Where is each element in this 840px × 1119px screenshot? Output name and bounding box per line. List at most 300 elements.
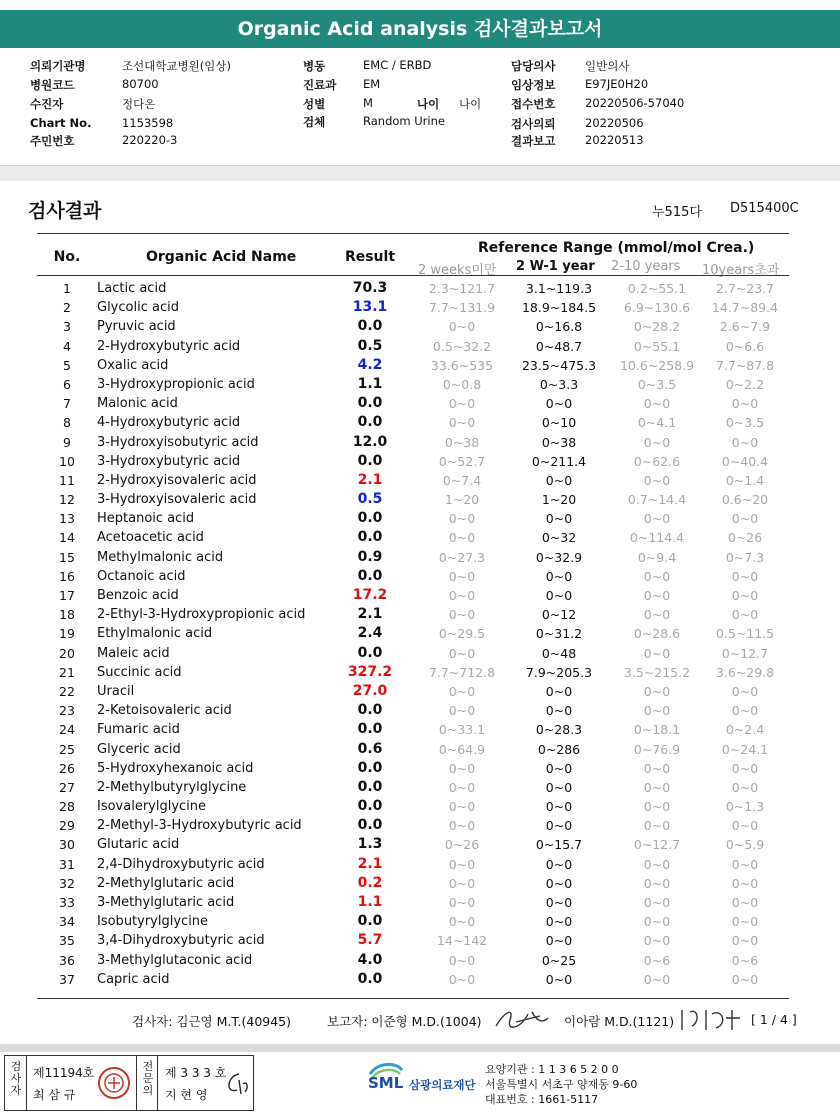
result-value: 0.6 — [357, 740, 383, 757]
info-value: EMC / ERBD — [363, 58, 432, 72]
ref-range-2-10y: 0~62.6 — [633, 453, 681, 469]
ref-range-over-10y: 0~24.1 — [721, 741, 769, 757]
row-number: 1 — [63, 281, 71, 296]
specialist-vertical-label: 전 문 의 — [142, 1060, 154, 1097]
acid-name: 4-Hydroxybutyric acid — [97, 415, 241, 431]
ref-range-under-2w: 0~0 — [448, 760, 476, 776]
col-header-result: Result — [344, 249, 396, 265]
table-row — [0, 663, 840, 682]
ref-range-2-10y: 0~114.4 — [629, 530, 685, 546]
acid-name: Uracil — [97, 683, 135, 699]
ref-range-under-2w: 0~29.5 — [438, 626, 486, 642]
ref-range-2-10y: 0.2~55.1 — [627, 281, 687, 296]
acid-name: 3-Hydroxypropionic acid — [97, 376, 255, 392]
row-number: 23 — [59, 703, 75, 719]
ref-range-under-2w: 0~0 — [448, 683, 476, 699]
ref-range-over-10y: 14.7~89.4 — [711, 300, 779, 316]
table-row — [0, 413, 840, 432]
ref-range-2w-1y: 0~10 — [541, 415, 577, 431]
acid-name: Ethylmalonic acid — [97, 626, 213, 642]
result-value: 2.1 — [357, 855, 383, 872]
table-row — [0, 816, 840, 835]
acid-name: 2-Methyl-3-Hydroxybutyric acid — [97, 818, 302, 834]
ref-range-over-10y: 0~1.4 — [725, 472, 765, 488]
ref-range-over-10y: 0~0 — [731, 607, 759, 623]
row-number: 9 — [63, 434, 71, 450]
table-row — [0, 317, 840, 336]
acid-name: Maleic acid — [97, 645, 170, 661]
ref-range-over-10y: 7.7~87.8 — [715, 357, 775, 373]
ref-range-over-10y: 0~0 — [731, 703, 759, 719]
ref-range-under-2w: 0~0 — [448, 856, 476, 872]
result-value: 0.0 — [357, 414, 383, 431]
ref-range-2-10y: 0~28.2 — [633, 319, 681, 335]
row-number: 5 — [63, 357, 71, 373]
ref-range-under-2w: 33.6~535 — [430, 357, 494, 373]
ref-range-over-10y: 0~0 — [731, 856, 759, 872]
row-number: 35 — [59, 933, 75, 949]
table-row — [0, 778, 840, 797]
table-header-rule — [37, 275, 789, 276]
result-value: 4.0 — [357, 951, 383, 968]
result-value: 0.0 — [357, 778, 383, 795]
results-table-body — [0, 279, 840, 989]
ref-range-2-10y: 3.5~215.2 — [623, 664, 691, 680]
ref-range-over-10y: 0~5.9 — [725, 837, 765, 853]
ref-range-under-2w: 0~0 — [448, 914, 476, 930]
acid-name: 2,4-Dihydroxybutyric acid — [97, 856, 265, 872]
tester-signature-text: 검사자: 김근영 M.T.(40945) — [132, 1014, 292, 1029]
col-header-ref-under-2w: 2 weeks미만 — [418, 263, 497, 278]
result-value: 1.3 — [357, 836, 383, 853]
ref-range-over-10y: 2.7~23.7 — [715, 281, 775, 296]
row-number: 6 — [63, 376, 71, 392]
report-title: Organic Acid analysis 검사결과보고서 — [0, 10, 840, 48]
ref-range-2-10y: 0~0 — [643, 779, 671, 795]
result-value: 5.7 — [357, 932, 383, 949]
row-number: 10 — [59, 453, 75, 469]
ref-range-2-10y: 0~0 — [643, 568, 671, 584]
result-value: 17.2 — [352, 587, 388, 603]
age-value: 나이 — [459, 97, 482, 111]
acid-name: 2-Hydroxybutyric acid — [97, 338, 241, 354]
acid-name: Isovalerylglycine — [97, 799, 207, 815]
ref-range-under-2w: 7.7~131.9 — [428, 300, 496, 316]
table-row — [0, 298, 840, 317]
row-number: 34 — [59, 914, 75, 930]
page-indicator: [ 1 / 4 ] — [751, 1012, 797, 1027]
ref-range-over-10y: 0~0 — [731, 760, 759, 776]
info-label: 주민번호 — [30, 134, 75, 148]
ref-range-2w-1y: 0~48 — [541, 645, 577, 661]
specialist-vertical-cell — [136, 1056, 158, 1110]
table-row — [0, 471, 840, 490]
ref-range-under-2w: 0~0 — [448, 703, 476, 719]
ref-range-2w-1y: 0~31.2 — [535, 626, 583, 642]
ref-range-2w-1y: 0~16.8 — [535, 319, 583, 335]
ref-range-2-10y: 0~0 — [643, 895, 671, 910]
ref-range-2w-1y: 0~32.9 — [535, 549, 583, 565]
table-row — [0, 528, 840, 547]
table-row — [0, 951, 840, 970]
ref-range-2w-1y: 0~0 — [545, 568, 573, 584]
table-row — [0, 452, 840, 471]
acid-name: 2-Hydroxyisovaleric acid — [97, 472, 257, 488]
specialist-signature-icon — [223, 1068, 251, 1098]
ref-range-under-2w: 2.3~121.7 — [428, 281, 496, 296]
acid-name: 2-Methylglutaric acid — [97, 875, 235, 891]
acid-name: 3-Hydroxybutyric acid — [97, 453, 241, 469]
ref-range-2-10y: 0~0 — [643, 607, 671, 623]
info-value: 20220506 — [585, 116, 644, 130]
table-row — [0, 931, 840, 950]
ref-range-over-10y: 0~0 — [731, 933, 759, 949]
row-number: 37 — [59, 971, 75, 987]
ref-range-2w-1y: 0~0 — [545, 933, 573, 949]
ref-range-2w-1y: 0~211.4 — [531, 453, 587, 469]
row-number: 16 — [59, 568, 75, 584]
ref-range-2w-1y: 0~0 — [545, 895, 573, 910]
ref-range-2-10y: 0~0 — [643, 396, 671, 412]
seal-icon — [97, 1066, 131, 1100]
ref-range-under-2w: 0~0 — [448, 396, 476, 412]
ref-range-2-10y: 0~0 — [643, 434, 671, 450]
result-value: 0.0 — [357, 318, 383, 335]
result-value: 0.0 — [357, 529, 383, 546]
result-value: 0.0 — [357, 798, 383, 815]
result-value: 0.5 — [357, 491, 383, 508]
ref-range-over-10y: 0~0 — [731, 683, 759, 699]
ref-range-2w-1y: 0~286 — [537, 741, 581, 757]
ref-range-2-10y: 0~18.1 — [633, 722, 681, 738]
reporter-signature-icon — [492, 1004, 552, 1034]
ref-range-2w-1y: 0~48.7 — [535, 338, 583, 354]
ref-range-2-10y: 0~0 — [643, 760, 671, 776]
table-row — [0, 567, 840, 586]
acid-name: Acetoacetic acid — [97, 530, 204, 546]
org-info — [485, 1062, 637, 1107]
specialist-name: 지 현 영 — [165, 1088, 208, 1102]
acid-name: Isobutyrylglycine — [97, 914, 209, 930]
ref-range-2w-1y: 0~0 — [545, 799, 573, 815]
ref-range-2-10y: 10.6~258.9 — [619, 357, 695, 373]
ref-range-2w-1y: 0~0 — [545, 588, 573, 603]
ref-range-over-10y: 3.6~29.8 — [715, 664, 775, 680]
ref-range-under-2w: 0~0 — [448, 607, 476, 623]
ref-range-over-10y: 0~12.7 — [721, 645, 769, 661]
ref-range-under-2w: 0~0 — [448, 799, 476, 815]
row-number: 7 — [63, 396, 71, 412]
row-number: 28 — [59, 799, 75, 815]
result-value: 70.3 — [352, 280, 388, 296]
ref-range-over-10y: 0~0 — [731, 895, 759, 910]
ref-range-2w-1y: 0~0 — [545, 914, 573, 930]
ref-range-2-10y: 0~0 — [643, 914, 671, 930]
ref-range-2w-1y: 0~0 — [545, 511, 573, 527]
result-value: 0.0 — [357, 817, 383, 834]
ref-range-2w-1y: 0~32 — [541, 530, 577, 546]
result-value: 0.0 — [357, 721, 383, 738]
table-row — [0, 394, 840, 413]
certifier-box — [4, 1055, 254, 1111]
row-number: 17 — [59, 588, 75, 603]
ref-range-over-10y: 0~7.3 — [725, 549, 765, 565]
row-number: 26 — [59, 760, 75, 776]
ref-range-under-2w: 0~0 — [448, 895, 476, 910]
ref-range-2-10y: 0~28.6 — [633, 626, 681, 642]
footer-divider — [0, 1044, 840, 1052]
info-value: M — [363, 96, 373, 110]
org-code: 요양기관 : 1 1 3 6 5 2 0 0 — [485, 1063, 619, 1076]
acid-name: Heptanoic acid — [97, 511, 195, 527]
result-value: 0.9 — [357, 548, 383, 565]
result-value: 0.0 — [357, 702, 383, 719]
info-value: 정다온 — [122, 97, 156, 111]
acid-name: 3,4-Dihydroxybutyric acid — [97, 933, 265, 949]
result-value: 0.2 — [357, 874, 383, 891]
ref-range-2-10y: 0~0 — [643, 856, 671, 872]
ref-range-under-2w: 0~0 — [448, 971, 476, 987]
ref-range-over-10y: 0~1.3 — [725, 799, 765, 815]
result-value: 0.0 — [357, 644, 383, 661]
row-number: 3 — [63, 319, 71, 335]
table-row — [0, 624, 840, 643]
info-label: 담당의사 — [511, 59, 556, 73]
info-value: 일반의사 — [585, 59, 630, 73]
row-number: 31 — [59, 856, 75, 872]
table-row — [0, 682, 840, 701]
ref-range-2-10y: 0~76.9 — [633, 741, 681, 757]
result-value: 327.2 — [347, 663, 393, 680]
ref-range-over-10y: 0.6~20 — [721, 492, 769, 508]
ref-range-2w-1y: 0~0 — [545, 779, 573, 795]
row-number: 36 — [59, 952, 75, 968]
foundation-name: 삼광의료재단 — [409, 1078, 476, 1092]
ref-range-2w-1y: 0~0 — [545, 472, 573, 488]
acid-name: Lactic acid — [97, 281, 167, 296]
ref-range-2-10y: 0~12.7 — [633, 837, 681, 853]
table-row — [0, 586, 840, 605]
ref-range-2w-1y: 23.5~475.3 — [521, 357, 597, 373]
info-value: EM — [363, 77, 381, 91]
result-value: 0.0 — [357, 452, 383, 469]
row-number: 15 — [59, 549, 75, 565]
ref-range-2-10y: 0.7~14.4 — [627, 492, 687, 508]
specialist-license-no: 제 3 3 3 호 — [165, 1066, 227, 1080]
result-value: 0.0 — [357, 970, 383, 987]
ref-range-2w-1y: 0~0 — [545, 760, 573, 776]
ref-range-under-2w: 0~0 — [448, 511, 476, 527]
table-row — [0, 797, 840, 816]
ref-range-under-2w: 0~27.3 — [438, 549, 486, 565]
col-header-reference: Reference Range (mmol/mol Crea.) — [478, 240, 755, 256]
ref-range-2-10y: 0~0 — [643, 683, 671, 699]
result-value: 0.0 — [357, 567, 383, 584]
ref-range-2w-1y: 3.1~119.3 — [525, 281, 593, 296]
ref-range-over-10y: 0~0 — [731, 588, 759, 603]
ref-range-under-2w: 0~0.8 — [442, 376, 482, 392]
ref-range-2w-1y: 0~38 — [541, 434, 577, 450]
ref-range-2-10y: 0~0 — [643, 933, 671, 949]
ref-range-2w-1y: 7.9~205.3 — [525, 664, 593, 680]
tester-vertical-label: 검 사 자 — [10, 1060, 22, 1097]
ref-range-under-2w: 0~38 — [444, 434, 480, 450]
result-value: 2.1 — [357, 606, 383, 623]
acid-name: Pyruvic acid — [97, 319, 176, 335]
ref-range-under-2w: 0~0 — [448, 645, 476, 661]
ref-range-2w-1y: 0~0 — [545, 875, 573, 891]
col-header-ref-2w-1y: 2 W-1 year — [516, 259, 595, 274]
table-row — [0, 548, 840, 567]
tester-vertical-cell — [5, 1056, 27, 1110]
results-code-1: 누515다 — [652, 205, 702, 220]
age-label: 나이 — [417, 97, 440, 111]
ref-range-under-2w: 0~0 — [448, 415, 476, 431]
acid-name: 3-Methylglutaconic acid — [97, 952, 253, 968]
row-number: 14 — [59, 530, 75, 546]
info-label: 의뢰기관명 — [30, 59, 86, 73]
sml-logo-text: SML — [368, 1074, 404, 1092]
info-label: 임상정보 — [511, 78, 556, 92]
ref-range-2w-1y: 18.9~184.5 — [521, 300, 597, 316]
tester-name: 최 삼 규 — [33, 1088, 76, 1102]
result-value: 13.1 — [352, 299, 388, 316]
ref-range-under-2w: 0~0 — [448, 568, 476, 584]
row-number: 25 — [59, 741, 75, 757]
info-value: 20220506-57040 — [585, 96, 685, 110]
ref-range-2-10y: 0~0 — [643, 799, 671, 815]
ref-range-over-10y: 0~6 — [731, 952, 759, 968]
info-label: 성별 — [303, 97, 326, 111]
info-label: 접수번호 — [511, 97, 556, 111]
org-address: 서울특별시 서초구 양재동 9-60 — [485, 1078, 638, 1091]
result-value: 1.1 — [357, 375, 383, 392]
ref-range-2w-1y: 0~15.7 — [535, 837, 583, 853]
results-section-title: 검사결과 — [28, 200, 102, 222]
ref-range-2w-1y: 0~0 — [545, 818, 573, 834]
table-row — [0, 720, 840, 739]
result-value: 27.0 — [352, 682, 388, 699]
row-number: 22 — [59, 683, 75, 699]
ref-range-2-10y: 0~0 — [643, 703, 671, 719]
table-row — [0, 970, 840, 989]
section-divider — [0, 165, 840, 181]
ref-range-2w-1y: 0~0 — [545, 703, 573, 719]
info-value: 80700 — [122, 77, 159, 91]
info-label: 검사의뢰 — [511, 117, 556, 131]
table-row — [0, 912, 840, 931]
result-value: 4.2 — [357, 356, 383, 373]
row-number: 27 — [59, 779, 75, 795]
ref-range-2-10y: 0~0 — [643, 818, 671, 834]
table-row — [0, 855, 840, 874]
ref-range-over-10y: 0~26 — [727, 530, 763, 546]
info-label: 결과보고 — [511, 134, 556, 148]
row-number: 11 — [59, 472, 75, 488]
ref-range-under-2w: 0.5~32.2 — [432, 338, 492, 354]
row-number: 20 — [59, 645, 75, 661]
acid-name: 2-Ethyl-3-Hydroxypropionic acid — [97, 607, 306, 623]
ref-range-2-10y: 0~0 — [643, 875, 671, 891]
ref-range-under-2w: 0~52.7 — [438, 453, 486, 469]
ref-range-2-10y: 0~0 — [643, 588, 671, 603]
acid-name: Glutaric acid — [97, 837, 180, 853]
col-header-no: No. — [53, 249, 81, 265]
row-number: 8 — [63, 415, 71, 431]
ref-range-under-2w: 0~64.9 — [438, 741, 486, 757]
acid-name: 5-Hydroxyhexanoic acid — [97, 760, 254, 776]
ref-range-2w-1y: 0~0 — [545, 971, 573, 987]
ref-range-2-10y: 0~0 — [643, 511, 671, 527]
acid-name: 3-Hydroxyisobutyric acid — [97, 434, 259, 450]
ref-range-2w-1y: 0~12 — [541, 607, 577, 623]
table-row — [0, 279, 840, 298]
result-value: 1.1 — [357, 894, 383, 910]
row-number: 33 — [59, 895, 75, 910]
ref-range-under-2w: 7.7~712.8 — [428, 664, 496, 680]
result-value: 0.0 — [357, 759, 383, 776]
ref-range-2-10y: 0~4.1 — [637, 415, 677, 431]
ref-range-under-2w: 0~0 — [448, 530, 476, 546]
ref-range-over-10y: 0~0 — [731, 914, 759, 930]
col-header-name: Organic Acid Name — [146, 249, 297, 265]
ref-range-under-2w: 0~33.1 — [438, 722, 486, 738]
table-row — [0, 605, 840, 624]
ref-range-under-2w: 0~0 — [448, 818, 476, 834]
table-row — [0, 740, 840, 759]
doctor2-signature-icon — [676, 1004, 746, 1034]
table-row — [0, 701, 840, 720]
acid-name: Methylmalonic acid — [97, 549, 224, 565]
table-row — [0, 433, 840, 452]
acid-name: Malonic acid — [97, 396, 178, 412]
table-row — [0, 644, 840, 663]
row-number: 24 — [59, 722, 75, 738]
info-label: 수진자 — [30, 97, 64, 111]
acid-name: Benzoic acid — [97, 588, 179, 603]
ref-range-2-10y: 0~0 — [643, 472, 671, 488]
acid-name: Fumaric acid — [97, 722, 180, 738]
ref-range-under-2w: 0~0 — [448, 952, 476, 968]
table-row — [0, 337, 840, 356]
ref-range-over-10y: 2.6~7.9 — [719, 319, 771, 335]
ref-range-2w-1y: 0~28.3 — [535, 722, 583, 738]
col-header-ref-over-10y: 10years초과 — [702, 263, 780, 278]
ref-range-over-10y: 0~6.6 — [725, 338, 765, 354]
ref-range-over-10y: 0~0 — [731, 396, 759, 412]
acid-name: Oxalic acid — [97, 357, 169, 373]
table-row — [0, 893, 840, 912]
row-number: 30 — [59, 837, 75, 853]
ref-range-over-10y: 0~0 — [731, 434, 759, 450]
acid-name: Glycolic acid — [97, 300, 179, 316]
info-value: 220220-3 — [122, 133, 178, 147]
ref-range-2-10y: 0~0 — [643, 971, 671, 987]
info-label: 병원코드 — [30, 78, 75, 92]
table-row — [0, 375, 840, 394]
results-code-2: D515400C — [730, 201, 799, 216]
tester-license-no: 제11194호 — [33, 1066, 95, 1080]
info-value: E97JE0H20 — [585, 77, 649, 91]
ref-range-over-10y: 0~0 — [731, 818, 759, 834]
acid-name: 3-Methylglutaric acid — [97, 895, 235, 910]
acid-name: Octanoic acid — [97, 568, 186, 584]
row-number: 13 — [59, 511, 75, 527]
ref-range-2-10y: 0~0 — [643, 645, 671, 661]
acid-name: 2-Methylbutyrylglycine — [97, 779, 247, 795]
result-value: 2.1 — [357, 471, 383, 488]
patient-info — [0, 58, 840, 158]
